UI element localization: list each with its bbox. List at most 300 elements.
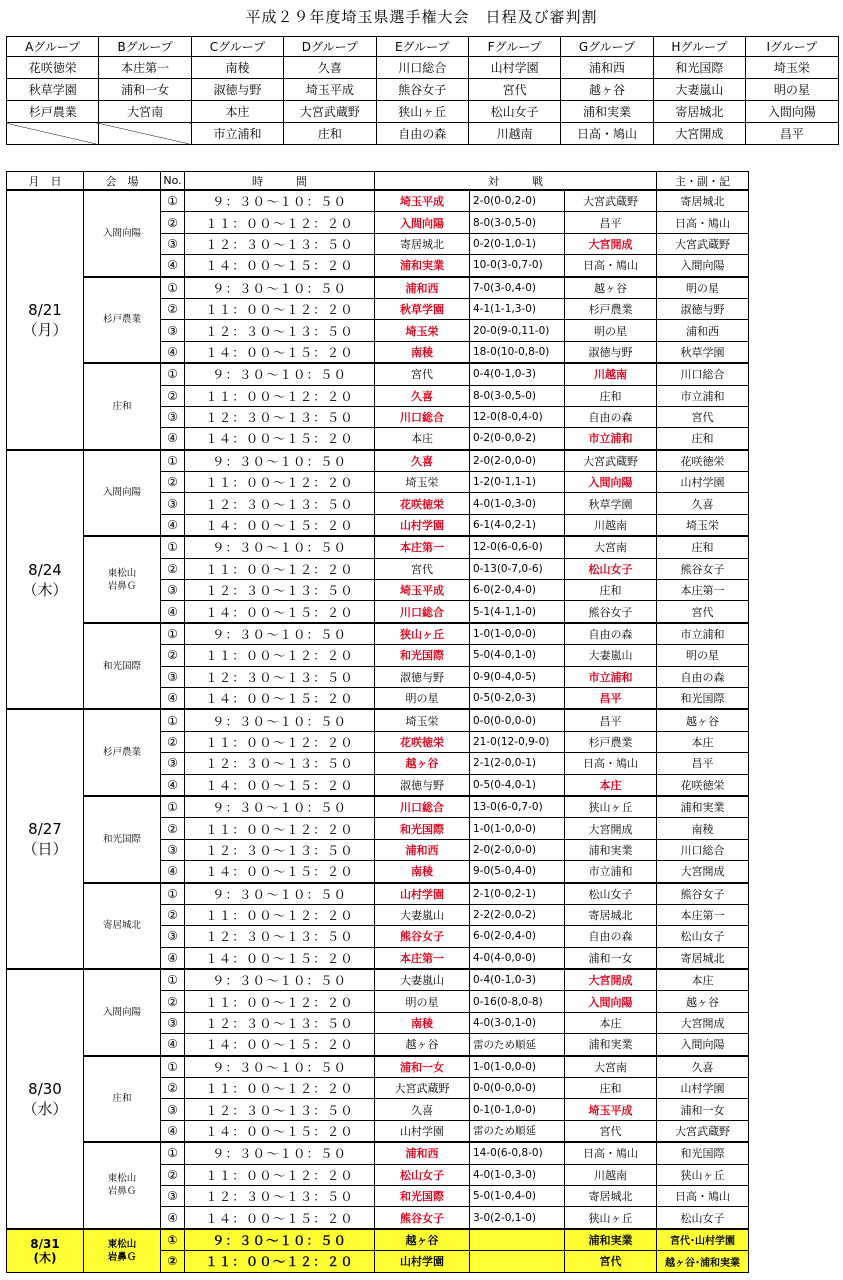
home-team: 大宮武蔵野 xyxy=(375,1078,470,1099)
header-referee: 主・副・記 xyxy=(657,172,749,191)
away-team: 寄居城北 xyxy=(565,904,657,925)
match-time: １４：００～１５：２０ xyxy=(185,687,375,709)
match-time: １２：３０～１３：５０ xyxy=(185,1185,375,1206)
group-team: 寄居城北 xyxy=(653,101,745,123)
group-team: 花咲徳栄 xyxy=(7,57,99,79)
home-team: 本庄 xyxy=(375,428,470,450)
group-team: 本庄第一 xyxy=(99,57,191,79)
away-team: 秋草学園 xyxy=(565,493,657,514)
group-team: 浦和西 xyxy=(561,57,653,79)
referee-team: 熊谷女子 xyxy=(657,558,749,579)
referee-team: 熊谷女子 xyxy=(657,883,749,905)
match-score: 2-1(0-0,2-1) xyxy=(470,883,565,905)
home-team: 和光国際 xyxy=(375,645,470,666)
match-score: 18-0(10-0,8-0) xyxy=(470,341,565,363)
away-team: 大宮武蔵野 xyxy=(565,450,657,472)
away-team: 杉戸農業 xyxy=(565,731,657,752)
referee-team: 寄居城北 xyxy=(657,947,749,969)
match-score: 4-0(1-0,3-0) xyxy=(470,1164,565,1185)
match-score: 12-0(8-0,4-0) xyxy=(470,406,565,427)
header-match: 対 戦 xyxy=(375,172,657,191)
home-team: 本庄第一 xyxy=(375,947,470,969)
match-score: 0-4(0-1,0-3) xyxy=(470,969,565,991)
final-date xyxy=(7,1229,84,1272)
referee-team: 自由の森 xyxy=(657,666,749,687)
day-date xyxy=(7,450,84,710)
final-away-team: 浦和実業 xyxy=(565,1229,657,1251)
referee-team: 花咲徳栄 xyxy=(657,450,749,472)
home-team: 大妻嵐山 xyxy=(375,969,470,991)
day-date-text: 8/27 xyxy=(28,820,62,839)
match-time: １４：００～１５：２０ xyxy=(185,601,375,623)
schedule-table xyxy=(6,171,749,1273)
group-header: Aグループ xyxy=(7,37,99,57)
group-row xyxy=(7,79,839,101)
match-number: ③ xyxy=(161,233,185,254)
home-team: 越ヶ谷 xyxy=(375,753,470,774)
referee-team: 和光国際 xyxy=(657,1142,749,1164)
match-time: １２：３０～１３：５０ xyxy=(185,233,375,254)
home-team: 南稜 xyxy=(375,861,470,883)
group-team: 杉戸農業 xyxy=(7,101,99,123)
group-team: 淑徳与野 xyxy=(191,79,283,101)
home-team: 熊谷女子 xyxy=(375,926,470,947)
match-score: 12-0(6-0,6-0) xyxy=(470,536,565,558)
match-row xyxy=(7,969,749,991)
match-number: ② xyxy=(161,1078,185,1099)
match-number: ① xyxy=(161,709,185,731)
home-team: 浦和一女 xyxy=(375,1056,470,1078)
match-row xyxy=(7,450,749,472)
final-match-time: ９：３０～１０：５０ xyxy=(185,1229,375,1251)
match-number: ③ xyxy=(161,320,185,341)
header-time: 時 間 xyxy=(185,172,375,191)
referee-team: 本庄 xyxy=(657,731,749,752)
match-score: 9-0(5-0,4-0) xyxy=(470,861,565,883)
group-team: 埼玉栄 xyxy=(746,57,838,79)
venue-name: 和光国際 xyxy=(84,623,161,710)
day-date xyxy=(7,190,84,450)
venue-name: 庄和 xyxy=(84,1056,161,1143)
match-number: ④ xyxy=(161,428,185,450)
match-time: １４：００～１５：２０ xyxy=(185,1120,375,1142)
referee-team: 埼玉栄 xyxy=(657,514,749,536)
referee-team: 本庄第一 xyxy=(657,580,749,601)
day-date xyxy=(7,709,84,969)
match-score: 6-0(2-0,4-0) xyxy=(470,926,565,947)
away-team: 浦和実業 xyxy=(565,839,657,860)
match-number: ① xyxy=(161,190,185,212)
match-number: ③ xyxy=(161,493,185,514)
away-team: 日高・鳩山 xyxy=(565,753,657,774)
referee-team: 日高・鳩山 xyxy=(657,1185,749,1206)
home-team: 本庄第一 xyxy=(375,536,470,558)
group-team: 埼玉平成 xyxy=(284,79,376,101)
group-team: 浦和実業 xyxy=(561,101,653,123)
day-date xyxy=(7,969,84,1229)
match-score: 14-0(6-0,8-0) xyxy=(470,1142,565,1164)
group-team: 市立浦和 xyxy=(191,123,283,145)
venue-name: 入間向陽 xyxy=(84,969,161,1056)
match-time: ９：３０～１０：５０ xyxy=(185,1056,375,1078)
referee-team: 松山女子 xyxy=(657,1207,749,1229)
group-team: 和光国際 xyxy=(653,57,745,79)
match-score: 0-13(0-7,0-6) xyxy=(470,558,565,579)
match-row xyxy=(7,363,749,385)
match-time: １２：３０～１３：５０ xyxy=(185,1099,375,1120)
day-weekday: （日） xyxy=(22,840,68,859)
match-number: ④ xyxy=(161,601,185,623)
match-time: １４：００～１５：２０ xyxy=(185,1034,375,1056)
match-time: １２：３０～１３：５０ xyxy=(185,1012,375,1033)
match-score: 4-0(3-0,1-0) xyxy=(470,1012,565,1033)
referee-team: 和光国際 xyxy=(657,687,749,709)
match-time: ９：３０～１０：５０ xyxy=(185,363,375,385)
venue-name: 杉戸農業 xyxy=(84,709,161,796)
match-number: ② xyxy=(161,904,185,925)
match-number: ② xyxy=(161,818,185,839)
final-date-text: 8/31 xyxy=(30,1236,60,1251)
match-time: １１：００～１２：２０ xyxy=(185,645,375,666)
venue-name: 東松山 岩鼻Ｇ xyxy=(84,1142,161,1229)
group-team: 秋草学園 xyxy=(7,79,99,101)
away-team: 市立浦和 xyxy=(565,428,657,450)
referee-team: 久喜 xyxy=(657,493,749,514)
away-team: 宮代 xyxy=(565,1120,657,1142)
match-number: ① xyxy=(161,883,185,905)
match-number: ① xyxy=(161,623,185,645)
match-score: 10-0(3-0,7-0) xyxy=(470,255,565,277)
match-score: 2-1(2-0,0-1) xyxy=(470,753,565,774)
referee-team: 日高・鳩山 xyxy=(657,212,749,233)
match-number: ① xyxy=(161,536,185,558)
referee-team: 松山女子 xyxy=(657,926,749,947)
away-team: 大宮開成 xyxy=(565,818,657,839)
match-time: １２：３０～１３：５０ xyxy=(185,493,375,514)
group-team: 越ヶ谷 xyxy=(561,79,653,101)
match-time: ９：３０～１０：５０ xyxy=(185,536,375,558)
away-team: 熊谷女子 xyxy=(565,601,657,623)
match-number: ④ xyxy=(161,341,185,363)
match-number: ② xyxy=(161,991,185,1012)
away-team: 庄和 xyxy=(565,385,657,406)
home-team: 山村学園 xyxy=(375,883,470,905)
match-score: 6-0(2-0,4-0) xyxy=(470,580,565,601)
match-number: ③ xyxy=(161,926,185,947)
home-team: 入間向陽 xyxy=(375,212,470,233)
match-time: １１：００～１２：２０ xyxy=(185,1164,375,1185)
match-time: １４：００～１５：２０ xyxy=(185,428,375,450)
match-score: 13-0(6-0,7-0) xyxy=(470,796,565,818)
home-team: 埼玉栄 xyxy=(375,320,470,341)
home-team: 南稜 xyxy=(375,341,470,363)
group-team: 浦和一女 xyxy=(99,79,191,101)
final-away-team: 宮代 xyxy=(565,1251,657,1272)
match-score: 21-0(12-0,9-0) xyxy=(470,731,565,752)
home-team: 明の星 xyxy=(375,991,470,1012)
away-team: 狭山ヶ丘 xyxy=(565,1207,657,1229)
home-team: 浦和西 xyxy=(375,839,470,860)
match-time: １１：００～１２：２０ xyxy=(185,1078,375,1099)
venue-name: 杉戸農業 xyxy=(84,277,161,364)
match-score: 3-0(2-0,1-0) xyxy=(470,1207,565,1229)
group-team: 大宮開成 xyxy=(653,123,745,145)
match-score: 0-0(0-0,0-0) xyxy=(470,1078,565,1099)
group-header: Gグループ xyxy=(561,37,653,57)
match-time: １１：００～１２：２０ xyxy=(185,298,375,319)
match-number: ③ xyxy=(161,580,185,601)
away-team: 寄居城北 xyxy=(565,1185,657,1206)
match-score: 6-1(4-0,2-1) xyxy=(470,514,565,536)
final-home-team: 越ヶ谷 xyxy=(375,1229,470,1251)
away-team: 大宮開成 xyxy=(565,233,657,254)
match-time: １１：００～１２：２０ xyxy=(185,904,375,925)
day-weekday: （水） xyxy=(22,1099,68,1118)
match-time: １４：００～１５：２０ xyxy=(185,341,375,363)
match-score: 0-9(0-4,0-5) xyxy=(470,666,565,687)
referee-team: 庄和 xyxy=(657,428,749,450)
away-team: 入間向陽 xyxy=(565,472,657,493)
away-team: 自由の森 xyxy=(565,926,657,947)
match-number: ③ xyxy=(161,1099,185,1120)
home-team: 狭山ヶ丘 xyxy=(375,623,470,645)
away-team: 庄和 xyxy=(565,1078,657,1099)
match-number: ④ xyxy=(161,947,185,969)
match-row xyxy=(7,277,749,299)
referee-team: 秋草学園 xyxy=(657,341,749,363)
away-team: 淑徳与野 xyxy=(565,341,657,363)
match-score: 1-0(1-0,0-0) xyxy=(470,818,565,839)
group-team: 本庄 xyxy=(191,101,283,123)
home-team: 山村学園 xyxy=(375,1120,470,1142)
match-score: 0-0(0-0,0-0) xyxy=(470,709,565,731)
home-team: 越ヶ谷 xyxy=(375,1034,470,1056)
match-score: 4-0(1-0,3-0) xyxy=(470,493,565,514)
match-time: １１：００～１２：２０ xyxy=(185,212,375,233)
home-team: 花咲徳栄 xyxy=(375,493,470,514)
venue-name: 庄和 xyxy=(84,363,161,450)
match-time: １４：００～１５：２０ xyxy=(185,514,375,536)
match-score: 2-0(0-0,2-0) xyxy=(470,190,565,212)
match-score: 1-0(1-0,0-0) xyxy=(470,1056,565,1078)
final-match-score xyxy=(470,1229,565,1251)
away-team: 杉戸農業 xyxy=(565,298,657,319)
final-match-number: ① xyxy=(161,1229,185,1251)
match-number: ① xyxy=(161,969,185,991)
header-date: 月 日 xyxy=(7,172,84,191)
match-score: 4-0(4-0,0-0) xyxy=(470,947,565,969)
home-team: 川口総合 xyxy=(375,796,470,818)
group-team: 熊谷女子 xyxy=(376,79,468,101)
home-team: 久喜 xyxy=(375,1099,470,1120)
match-number: ① xyxy=(161,363,185,385)
group-header: Hグループ xyxy=(653,37,745,57)
away-team: 狭山ヶ丘 xyxy=(565,796,657,818)
home-team: 宮代 xyxy=(375,363,470,385)
match-time: １２：３０～１３：５０ xyxy=(185,926,375,947)
referee-team: 山村学園 xyxy=(657,1078,749,1099)
match-number: ④ xyxy=(161,1207,185,1229)
group-header: Eグループ xyxy=(376,37,468,57)
match-score: 雷のため順延 xyxy=(470,1120,565,1142)
referee-team: 花咲徳栄 xyxy=(657,774,749,796)
match-score: 2-0(2-0,0-0) xyxy=(470,450,565,472)
day-date-text: 8/21 xyxy=(28,300,62,319)
match-time: １２：３０～１３：５０ xyxy=(185,406,375,427)
away-team: 大宮武蔵野 xyxy=(565,190,657,212)
group-team: 松山女子 xyxy=(468,101,560,123)
match-row xyxy=(7,709,749,731)
match-number: ① xyxy=(161,1142,185,1164)
home-team: 久喜 xyxy=(375,450,470,472)
match-score: 8-0(3-0,5-0) xyxy=(470,385,565,406)
match-score: 20-0(9-0,11-0) xyxy=(470,320,565,341)
away-team: 大宮南 xyxy=(565,536,657,558)
group-team: 庄和 xyxy=(284,123,376,145)
group-team: 日高・鳩山 xyxy=(561,123,653,145)
home-team: 秋草学園 xyxy=(375,298,470,319)
home-team: 松山女子 xyxy=(375,1164,470,1185)
referee-team: 宮代 xyxy=(657,406,749,427)
away-team: 昌平 xyxy=(565,709,657,731)
group-row xyxy=(7,101,839,123)
match-row xyxy=(7,190,749,212)
referee-team: 市立浦和 xyxy=(657,385,749,406)
home-team: 和光国際 xyxy=(375,818,470,839)
referee-team: 川口総合 xyxy=(657,363,749,385)
match-number: ① xyxy=(161,796,185,818)
match-score: 1-0(1-0,0-0) xyxy=(470,623,565,645)
day-date-text: 8/24 xyxy=(28,560,62,579)
away-team: 川越南 xyxy=(565,1164,657,1185)
referee-team: 浦和一女 xyxy=(657,1099,749,1120)
group-header-row xyxy=(7,37,839,57)
away-team: 埼玉平成 xyxy=(565,1099,657,1120)
group-team: 久喜 xyxy=(284,57,376,79)
match-score: 2-2(2-0,0-2) xyxy=(470,904,565,925)
match-number: ② xyxy=(161,212,185,233)
final-venue: 東松山 岩鼻Ｇ xyxy=(84,1229,161,1272)
referee-team: 大宮武蔵野 xyxy=(657,233,749,254)
referee-team: 庄和 xyxy=(657,536,749,558)
away-team: 市立浦和 xyxy=(565,861,657,883)
away-team: 明の星 xyxy=(565,320,657,341)
match-number: ③ xyxy=(161,1185,185,1206)
group-team: 山村学園 xyxy=(468,57,560,79)
match-time: ９：３０～１０：５０ xyxy=(185,190,375,212)
match-number: ① xyxy=(161,1056,185,1078)
match-row xyxy=(7,1142,749,1164)
home-team: 埼玉平成 xyxy=(375,580,470,601)
referee-team: 寄居城北 xyxy=(657,190,749,212)
referee-team: 大宮開成 xyxy=(657,861,749,883)
away-team: 大宮開成 xyxy=(565,969,657,991)
match-number: ② xyxy=(161,731,185,752)
home-team: 大妻嵐山 xyxy=(375,904,470,925)
home-team: 和光国際 xyxy=(375,1185,470,1206)
match-number: ③ xyxy=(161,666,185,687)
away-team: 浦和実業 xyxy=(565,1034,657,1056)
final-referee: 越ヶ谷･浦和実業 xyxy=(657,1251,749,1272)
match-row xyxy=(7,623,749,645)
match-time: １２：３０～１３：５０ xyxy=(185,666,375,687)
group-team xyxy=(7,123,99,145)
match-score: 5-1(4-1,1-0) xyxy=(470,601,565,623)
match-time: １１：００～１２：２０ xyxy=(185,385,375,406)
home-team: 花咲徳栄 xyxy=(375,731,470,752)
group-team: 宮代 xyxy=(468,79,560,101)
group-team: 自由の森 xyxy=(376,123,468,145)
venue-name: 寄居城北 xyxy=(84,883,161,970)
match-score: 5-0(4-0,1-0) xyxy=(470,645,565,666)
match-time: １４：００～１５：２０ xyxy=(185,1207,375,1229)
match-score: 0-1(0-1,0-0) xyxy=(470,1099,565,1120)
match-number: ④ xyxy=(161,861,185,883)
final-referee: 宮代･山村学園 xyxy=(657,1229,749,1251)
match-number: ① xyxy=(161,450,185,472)
home-team: 川口総合 xyxy=(375,406,470,427)
match-time: １１：００～１２：２０ xyxy=(185,558,375,579)
home-team: 山村学園 xyxy=(375,514,470,536)
match-time: １４：００～１５：２０ xyxy=(185,774,375,796)
match-score: 0-16(0-8,0-8) xyxy=(470,991,565,1012)
schedule-header-row xyxy=(7,172,749,191)
away-team: 日高・鳩山 xyxy=(565,255,657,277)
match-row xyxy=(7,883,749,905)
referee-team: 本庄 xyxy=(657,969,749,991)
away-team: 昌平 xyxy=(565,212,657,233)
group-team: 昌平 xyxy=(746,123,838,145)
page-title: 平成２９年度埼玉県選手権大会 日程及び審判割 xyxy=(245,8,598,26)
match-number: ④ xyxy=(161,1034,185,1056)
day-date-text: 8/30 xyxy=(28,1079,62,1098)
final-match-row xyxy=(7,1229,749,1251)
home-team: 熊谷女子 xyxy=(375,1207,470,1229)
home-team: 淑徳与野 xyxy=(375,666,470,687)
match-score: 4-1(1-1,3-0) xyxy=(470,298,565,319)
match-number: ② xyxy=(161,1164,185,1185)
away-team: 庄和 xyxy=(565,580,657,601)
day-weekday: （月） xyxy=(22,320,68,339)
match-score: 0-5(0-4,0-1) xyxy=(470,774,565,796)
group-team: 川越南 xyxy=(468,123,560,145)
match-score: 0-2(0-1,0-1) xyxy=(470,233,565,254)
group-row xyxy=(7,123,839,145)
referee-team: 川口総合 xyxy=(657,839,749,860)
away-team: 日高・鳩山 xyxy=(565,1142,657,1164)
match-row xyxy=(7,1056,749,1078)
match-time: ９：３０～１０：５０ xyxy=(185,277,375,299)
home-team: 埼玉栄 xyxy=(375,472,470,493)
referee-team: 市立浦和 xyxy=(657,623,749,645)
away-team: 大妻嵐山 xyxy=(565,645,657,666)
referee-team: 明の星 xyxy=(657,277,749,299)
match-time: ９：３０～１０：５０ xyxy=(185,969,375,991)
match-number: ② xyxy=(161,472,185,493)
match-score: 8-0(3-0,5-0) xyxy=(470,212,565,233)
referee-team: 久喜 xyxy=(657,1056,749,1078)
group-team: 大宮南 xyxy=(99,101,191,123)
match-number: ④ xyxy=(161,687,185,709)
referee-team: 大宮武蔵野 xyxy=(657,1120,749,1142)
header-venue: 会 場 xyxy=(84,172,161,191)
match-number: ② xyxy=(161,558,185,579)
match-row xyxy=(7,796,749,818)
venue-name: 入間向陽 xyxy=(84,450,161,537)
final-home-team: 山村学園 xyxy=(375,1251,470,1272)
referee-team: 浦和実業 xyxy=(657,796,749,818)
group-team: 明の星 xyxy=(746,79,838,101)
